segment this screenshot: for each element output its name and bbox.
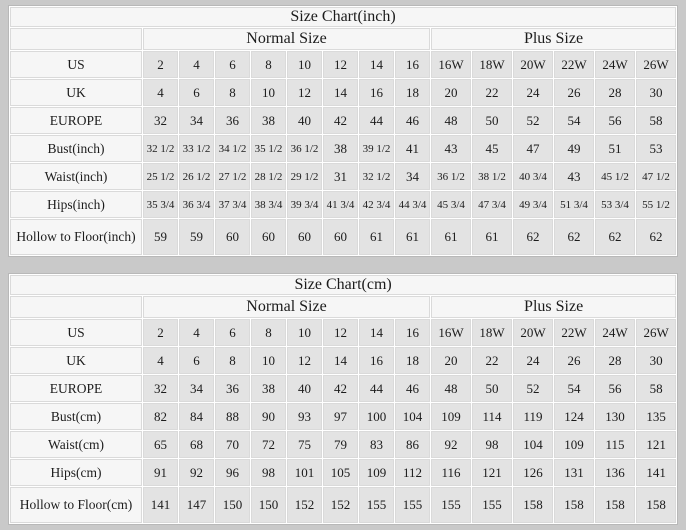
size-cell: 41 3/4: [323, 191, 358, 218]
size-cell: 12: [287, 347, 322, 374]
size-cell: 36: [215, 107, 250, 134]
size-cell: 92: [179, 459, 214, 486]
size-cell: 97: [323, 403, 358, 430]
size-cell: 22: [472, 347, 512, 374]
size-cell: 24: [513, 79, 553, 106]
size-cell: 109: [431, 403, 471, 430]
size-cell: 158: [554, 487, 594, 523]
size-cell: 32 1/2: [359, 163, 394, 190]
size-cell: 20: [431, 79, 471, 106]
size-cell: 83: [359, 431, 394, 458]
size-cell: 16: [395, 51, 430, 78]
size-cell: 62: [636, 219, 676, 255]
size-cell: 88: [215, 403, 250, 430]
size-cell: 62: [554, 219, 594, 255]
size-cell: 105: [323, 459, 358, 486]
size-cell: 26W: [636, 319, 676, 346]
size-cell: 109: [359, 459, 394, 486]
size-cell: 158: [595, 487, 635, 523]
size-cell: 10: [287, 51, 322, 78]
size-cell: 59: [143, 219, 178, 255]
size-cell: 50: [472, 375, 512, 402]
size-cell: 38 3/4: [251, 191, 286, 218]
size-cell: 47 1/2: [636, 163, 676, 190]
table-title: Size Chart(cm): [10, 275, 676, 295]
row-label: UK: [10, 79, 142, 106]
size-cell: 39 3/4: [287, 191, 322, 218]
size-cell: 25 1/2: [143, 163, 178, 190]
size-cell: 6: [179, 347, 214, 374]
row-label: Hips(inch): [10, 191, 142, 218]
size-cell: 40 3/4: [513, 163, 553, 190]
size-cell: 119: [513, 403, 553, 430]
size-cell: 75: [287, 431, 322, 458]
size-cell: 62: [595, 219, 635, 255]
size-cell: 147: [179, 487, 214, 523]
size-cell: 32 1/2: [143, 135, 178, 162]
size-cell: 135: [636, 403, 676, 430]
size-cell: 40: [287, 375, 322, 402]
plus-size-header: Plus Size: [431, 28, 676, 50]
size-cell: 60: [251, 219, 286, 255]
size-cell: 124: [554, 403, 594, 430]
size-cell: 8: [215, 79, 250, 106]
size-cell: 38: [251, 107, 286, 134]
size-cell: 98: [472, 431, 512, 458]
size-cell: 10: [287, 319, 322, 346]
size-cell: 152: [323, 487, 358, 523]
size-cell: 29 1/2: [287, 163, 322, 190]
size-cell: 39 1/2: [359, 135, 394, 162]
size-cell: 60: [215, 219, 250, 255]
size-cell: 20: [431, 347, 471, 374]
size-cell: 43: [431, 135, 471, 162]
size-cell: 136: [595, 459, 635, 486]
size-cell: 28: [595, 79, 635, 106]
size-cell: 49 3/4: [513, 191, 553, 218]
size-cell: 32: [143, 107, 178, 134]
size-cell: 53: [636, 135, 676, 162]
size-cell: 45: [472, 135, 512, 162]
title-row: [10, 7, 676, 27]
size-cell: 38: [323, 135, 358, 162]
size-cell: 14: [359, 319, 394, 346]
size-cell: 150: [215, 487, 250, 523]
size-chart-cm-table: [8, 273, 678, 525]
size-cell: 16: [395, 319, 430, 346]
size-cell: 72: [251, 431, 286, 458]
normal-size-header: Normal Size: [143, 296, 430, 318]
size-cell: 152: [287, 487, 322, 523]
size-cell: 43: [554, 163, 594, 190]
size-cell: 16W: [431, 51, 471, 78]
size-cell: 93: [287, 403, 322, 430]
size-cell: 42 3/4: [359, 191, 394, 218]
size-cell: 59: [179, 219, 214, 255]
size-cell: 4: [143, 347, 178, 374]
size-cell: 100: [359, 403, 394, 430]
size-cell: 18: [395, 347, 430, 374]
size-cell: 20W: [513, 319, 553, 346]
table-row: [10, 163, 676, 190]
table-body: [10, 319, 676, 523]
size-cell: 60: [323, 219, 358, 255]
size-cell: 86: [395, 431, 430, 458]
size-cell: 10: [251, 79, 286, 106]
size-cell: 36 1/2: [287, 135, 322, 162]
size-cell: 155: [395, 487, 430, 523]
size-cell: 26 1/2: [179, 163, 214, 190]
size-cell: 90: [251, 403, 286, 430]
row-label: Bust(cm): [10, 403, 142, 430]
row-label: Hips(cm): [10, 459, 142, 486]
size-cell: 141: [143, 487, 178, 523]
size-cell: 45 3/4: [431, 191, 471, 218]
size-cell: 56: [595, 375, 635, 402]
size-cell: 115: [595, 431, 635, 458]
size-cell: 48: [431, 375, 471, 402]
size-cell: 53 3/4: [595, 191, 635, 218]
size-cell: 22W: [554, 51, 594, 78]
plus-size-header: Plus Size: [431, 296, 676, 318]
size-cell: 52: [513, 107, 553, 134]
size-cell: 70: [215, 431, 250, 458]
size-cell: 4: [143, 79, 178, 106]
size-cell: 12: [287, 79, 322, 106]
size-cell: 41: [395, 135, 430, 162]
row-label: US: [10, 51, 142, 78]
size-cell: 24W: [595, 319, 635, 346]
size-cell: 46: [395, 107, 430, 134]
size-cell: 26: [554, 79, 594, 106]
size-cell: 27 1/2: [215, 163, 250, 190]
size-cell: 55 1/2: [636, 191, 676, 218]
size-cell: 34: [179, 107, 214, 134]
table-row: [10, 459, 676, 486]
size-cell: 79: [323, 431, 358, 458]
size-cell: 61: [472, 219, 512, 255]
size-cell: 2: [143, 51, 178, 78]
size-cell: 61: [395, 219, 430, 255]
size-cell: 98: [251, 459, 286, 486]
size-cell: 44: [359, 107, 394, 134]
table-row: [10, 219, 676, 255]
table-row: [10, 135, 676, 162]
size-cell: 47 3/4: [472, 191, 512, 218]
size-cell: 60: [287, 219, 322, 255]
size-cell: 33 1/2: [179, 135, 214, 162]
size-cell: 47: [513, 135, 553, 162]
corner-cell: [10, 28, 142, 50]
table-row: [10, 319, 676, 346]
size-cell: 18W: [472, 319, 512, 346]
size-cell: 16: [359, 79, 394, 106]
size-cell: 116: [431, 459, 471, 486]
size-cell: 91: [143, 459, 178, 486]
size-cell: 34 1/2: [215, 135, 250, 162]
table-body: [10, 51, 676, 255]
corner-cell: [10, 296, 142, 318]
size-cell: 14: [323, 79, 358, 106]
size-cell: 6: [179, 79, 214, 106]
size-cell: 109: [554, 431, 594, 458]
size-cell: 114: [472, 403, 512, 430]
size-cell: 26: [554, 347, 594, 374]
size-cell: 54: [554, 375, 594, 402]
size-cell: 4: [179, 51, 214, 78]
size-cell: 35 1/2: [251, 135, 286, 162]
row-label: US: [10, 319, 142, 346]
size-cell: 92: [431, 431, 471, 458]
size-cell: 62: [513, 219, 553, 255]
size-cell: 56: [595, 107, 635, 134]
size-cell: 18W: [472, 51, 512, 78]
size-cell: 51: [595, 135, 635, 162]
size-cell: 104: [513, 431, 553, 458]
row-label: UK: [10, 347, 142, 374]
size-cell: 42: [323, 375, 358, 402]
size-cell: 40: [287, 107, 322, 134]
size-cell: 8: [251, 51, 286, 78]
row-label: Hollow to Floor(cm): [10, 487, 142, 523]
size-cell: 150: [251, 487, 286, 523]
size-cell: 121: [636, 431, 676, 458]
size-cell: 49: [554, 135, 594, 162]
size-cell: 38: [251, 375, 286, 402]
size-cell: 6: [215, 319, 250, 346]
size-cell: 44 3/4: [395, 191, 430, 218]
table-row: [10, 403, 676, 430]
size-cell: 24: [513, 347, 553, 374]
table-row: [10, 431, 676, 458]
size-cell: 58: [636, 107, 676, 134]
table-row: [10, 375, 676, 402]
row-label: Waist(inch): [10, 163, 142, 190]
size-cell: 104: [395, 403, 430, 430]
size-cell: 130: [595, 403, 635, 430]
size-cell: 52: [513, 375, 553, 402]
size-cell: 37 3/4: [215, 191, 250, 218]
size-cell: 16: [359, 347, 394, 374]
size-cell: 51 3/4: [554, 191, 594, 218]
row-label: Bust(inch): [10, 135, 142, 162]
table-row: [10, 347, 676, 374]
row-label: Waist(cm): [10, 431, 142, 458]
size-cell: 18: [395, 79, 430, 106]
size-cell: 8: [251, 319, 286, 346]
size-cell: 155: [472, 487, 512, 523]
size-cell: 10: [251, 347, 286, 374]
row-label: EUROPE: [10, 107, 142, 134]
size-cell: 158: [513, 487, 553, 523]
size-cell: 12: [323, 319, 358, 346]
size-cell: 112: [395, 459, 430, 486]
size-cell: 101: [287, 459, 322, 486]
size-cell: 141: [636, 459, 676, 486]
group-header-row: [10, 28, 676, 50]
size-cell: 22: [472, 79, 512, 106]
table-row: [10, 107, 676, 134]
size-cell: 26W: [636, 51, 676, 78]
size-cell: 12: [323, 51, 358, 78]
size-cell: 61: [359, 219, 394, 255]
size-cell: 58: [636, 375, 676, 402]
size-cell: 20W: [513, 51, 553, 78]
size-cell: 35 3/4: [143, 191, 178, 218]
size-cell: 48: [431, 107, 471, 134]
row-label: Hollow to Floor(inch): [10, 219, 142, 255]
table-title: Size Chart(inch): [10, 7, 676, 27]
size-cell: 61: [431, 219, 471, 255]
size-cell: 158: [636, 487, 676, 523]
size-cell: 82: [143, 403, 178, 430]
size-cell: 4: [179, 319, 214, 346]
size-cell: 65: [143, 431, 178, 458]
row-label: EUROPE: [10, 375, 142, 402]
size-cell: 36 1/2: [431, 163, 471, 190]
size-cell: 24W: [595, 51, 635, 78]
table-row: [10, 487, 676, 523]
size-cell: 22W: [554, 319, 594, 346]
size-cell: 28 1/2: [251, 163, 286, 190]
size-cell: 6: [215, 51, 250, 78]
group-header-row: [10, 296, 676, 318]
size-cell: 68: [179, 431, 214, 458]
size-cell: 31: [323, 163, 358, 190]
size-cell: 38 1/2: [472, 163, 512, 190]
size-cell: 36: [215, 375, 250, 402]
size-cell: 28: [595, 347, 635, 374]
table-row: [10, 51, 676, 78]
size-cell: 42: [323, 107, 358, 134]
size-cell: 32: [143, 375, 178, 402]
size-cell: 84: [179, 403, 214, 430]
size-chart-inch-table: [8, 5, 678, 257]
size-cell: 34: [395, 163, 430, 190]
size-cell: 16W: [431, 319, 471, 346]
normal-size-header: Normal Size: [143, 28, 430, 50]
size-cell: 155: [431, 487, 471, 523]
size-cell: 46: [395, 375, 430, 402]
title-row: [10, 275, 676, 295]
size-cell: 96: [215, 459, 250, 486]
size-cell: 14: [323, 347, 358, 374]
size-cell: 30: [636, 79, 676, 106]
size-cell: 126: [513, 459, 553, 486]
size-cell: 50: [472, 107, 512, 134]
size-cell: 30: [636, 347, 676, 374]
table-row: [10, 191, 676, 218]
size-cell: 155: [359, 487, 394, 523]
size-cell: 54: [554, 107, 594, 134]
size-cell: 34: [179, 375, 214, 402]
size-cell: 2: [143, 319, 178, 346]
size-cell: 8: [215, 347, 250, 374]
size-cell: 36 3/4: [179, 191, 214, 218]
size-cell: 121: [472, 459, 512, 486]
size-cell: 14: [359, 51, 394, 78]
table-row: [10, 79, 676, 106]
size-cell: 131: [554, 459, 594, 486]
size-cell: 44: [359, 375, 394, 402]
size-cell: 45 1/2: [595, 163, 635, 190]
